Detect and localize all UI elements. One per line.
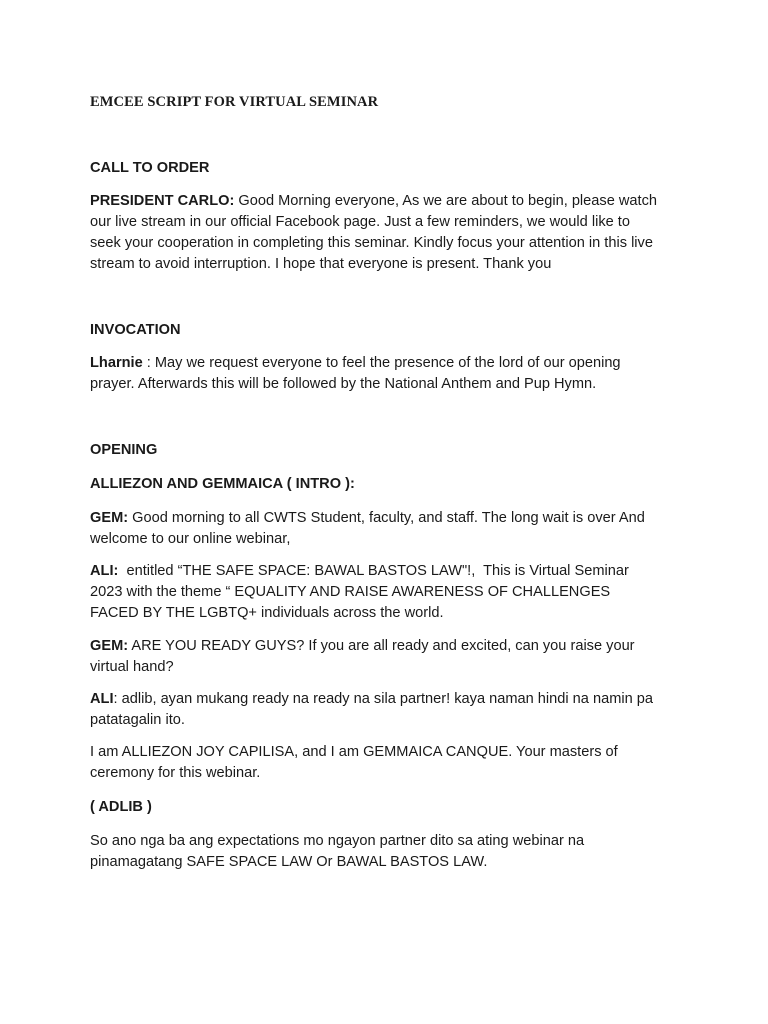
speaker-label: Lharnie bbox=[90, 355, 143, 371]
heading-intro: ALLIEZON AND GEMMAICA ( INTRO ): bbox=[90, 476, 355, 492]
paragraph-ali-2: ALI: adlib, ayan mukang ready na ready na sila partner! kaya naman hindi na namin pa patatagalin ito. bbox=[90, 691, 654, 728]
paragraph-lharnie: Lharnie : May we request everyone to feel the presence of the lord of our opening prayer. Afterwards this will be followed by the National Anthem and Pup Hymn. bbox=[90, 355, 621, 392]
speaker-label: PRESIDENT CARLO: bbox=[90, 193, 235, 209]
paragraph-gem-1: GEM: Good morning to all CWTS Student, faculty, and staff. The long wait is over And welcome to our online webinar, bbox=[90, 510, 645, 547]
heading-adlib: ( ADLIB ) bbox=[90, 799, 152, 815]
speaker-label: ALI bbox=[90, 691, 114, 707]
paragraph-president-carlo: PRESIDENT CARLO: Good Morning everyone, As we are about to begin, please watch our live stream in our official Facebook page. Just a few reminders, we would like to seek your cooperation in completing this seminar. Kindly focus your attention in this live stream to avoid interruption. I hope that everyone is present. Thank you bbox=[90, 193, 657, 272]
speaker-label: GEM: bbox=[90, 638, 129, 654]
document-title: EMCEE SCRIPT FOR VIRTUAL SEMINAR bbox=[90, 94, 379, 110]
paragraph-ali-1: ALI: entitled “THE SAFE SPACE: BAWAL BASTOS LAW"!, This is Virtual Seminar 2023 with the theme “ EQUALITY AND RAISE AWARENESS OF CHALLENGES FACED BY THE LGBTQ+ individuals across the world. bbox=[90, 563, 629, 621]
paragraph-masters-intro: I am ALLIEZON JOY CAPILISA, and I am GEMMAICA CANQUE. Your masters of ceremony for this webinar. bbox=[90, 744, 618, 781]
speaker-label: GEM: bbox=[90, 510, 129, 526]
paragraph-expectations: So ano nga ba ang expectations mo ngayon partner dito sa ating webinar na pinamagatang SAFE SPACE LAW Or BAWAL BASTOS LAW. bbox=[90, 833, 585, 870]
heading-invocation: INVOCATION bbox=[90, 322, 181, 338]
heading-call-to-order: CALL TO ORDER bbox=[90, 160, 210, 176]
heading-opening: OPENING bbox=[90, 442, 158, 458]
speaker-label: ALI: bbox=[90, 563, 119, 579]
paragraph-gem-2: GEM: ARE YOU READY GUYS? If you are all ready and excited, can you raise your virtual hand? bbox=[90, 638, 635, 675]
